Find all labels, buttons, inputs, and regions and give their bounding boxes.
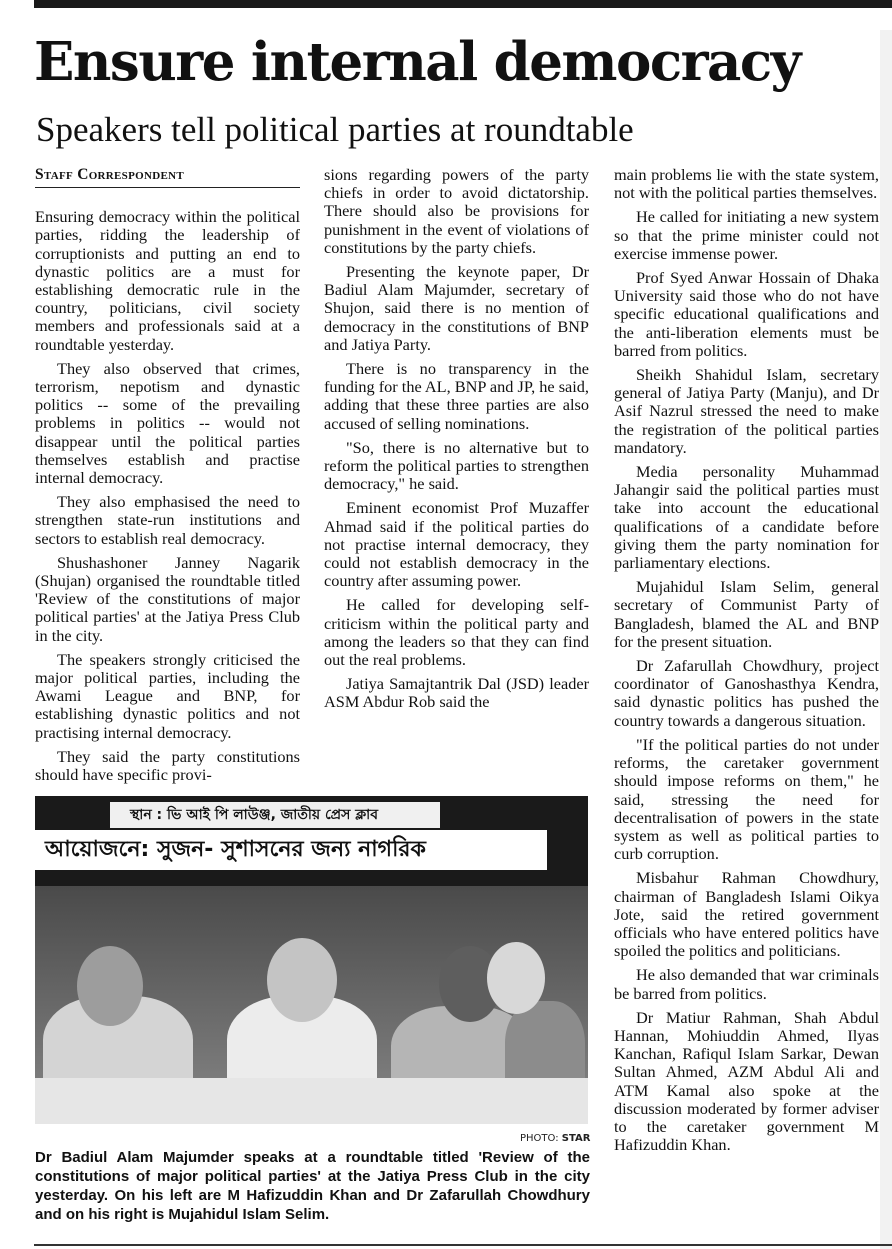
paragraph: Eminent economist Prof Muzaffer Ahmad said if the political parties do not practise internal democracy, they could not establish democracy in the country after assuming power. (324, 498, 589, 591)
photo-credit-source: STAR (561, 1133, 591, 1144)
photo-credit (520, 1133, 590, 1144)
paragraph: He called for developing self-criticism within the political party and among the leaders so that they can find out the real problems. (324, 595, 589, 670)
paragraph: Misbahur Rahman Chowdhury, chairman of Bangladesh Islami Oikya Jote, said the retired government officials who have entered politics have spoiled the politics and politicians. (614, 868, 879, 961)
speaker-head (267, 938, 337, 1022)
photo-caption: Dr Badiul Alam Majumder speaks at a roundtable titled 'Review of the constitutions of major political parties' at the Jatiya Press Club in the city yesterday. On his left are M Hafizuddin Khan and Dr Zafarullah Chowdhury and on his right is Mujahidul Islam Selim. (35, 1149, 590, 1223)
paragraph: They said the party constitutions should have specific provi- (35, 746, 300, 785)
paragraph: Prof Syed Anwar Hossain of Dhaka University said those who do not have specific educational qualifications and the anti-liberation elements must be barred from politics. (614, 268, 879, 360)
paragraph: "So, there is no alternative but to reform the political parties to strengthen democracy," he said. (324, 437, 589, 494)
article-column-3 (614, 166, 879, 1226)
photo-banner-venue: স্থান : ভি আই পি লাউঞ্জ, জাতীয় প্রেস ক্লাব (110, 802, 440, 828)
paragraph: The speakers strongly criticised the major political parties, including the Awami League and BNP, for establishing dynastic politics and not practising internal democracy. (35, 649, 300, 742)
article-column-2 (324, 166, 589, 782)
top-rule (34, 0, 892, 8)
paragraph: "If the political parties do not under reforms, the caretaker government should impose reforms on them," he said, stressing the need for decentralisation of powers in the state system as well as political parties to curb corruption. (614, 734, 879, 864)
paragraph: He also demanded that war criminals be barred from politics. (614, 965, 879, 1003)
speaker-head (77, 946, 143, 1026)
paragraph: Mujahidul Islam Selim, general secretary of Communist Party of Bangladesh, blamed the AL and BNP for the present situation. (614, 577, 879, 651)
paragraph: main problems lie with the state system, not with the political parties themselves. (614, 166, 879, 203)
article-column-1 (35, 166, 300, 786)
paragraph: Shushashoner Janney Nagarik (Shujan) organised the roundtable titled 'Review of the constitutions of major political parties' at the Jatiya Press Club in the city. (35, 552, 300, 645)
paragraph: Dr Matiur Rahman, Shah Abdul Hannan, Mohiuddin Ahmed, Ilyas Kanchan, Rafiqul Islam Sarkar, Dewan Sultan Ahmed, AZM Abdul Ali and ATM Kamal also spoke at the discussion moderated by former adviser to the caretaker government M Hafizuddin Khan. (614, 1007, 879, 1155)
paragraph: Media personality Muhammad Jahangir said the political parties must take into account the educational qualifications of a candidate before giving them the party nomination for parliamentary elections. (614, 462, 879, 573)
photo-banner-organiser: আয়োজনে: সুজন- সুশাসনের জন্য নাগরিক (35, 830, 547, 870)
paragraph: Dr Zafarullah Chowdhury, project coordinator of Ganoshasthya Kendra, said dynastic politics has pushed the country towards a dangerous situation. (614, 656, 879, 730)
photo-table (35, 1078, 588, 1124)
paragraph: Jatiya Samajtantrik Dal (JSD) leader ASM Abdur Rob said the (324, 674, 589, 712)
paragraph: Sheikh Shahidul Islam, secretary general of Jatiya Party (Manju), and Dr Asif Nazrul stressed the need to make the registration of the political parties mandatory. (614, 365, 879, 457)
news-photo (35, 796, 588, 1124)
paragraph: They also observed that crimes, terrorism, nepotism and dynastic politics -- some of the prevailing problems in politics -- would not disappear until the political parties themselves establish and practise internal democracy. (35, 358, 300, 488)
speaker-head (487, 942, 545, 1014)
paragraph: Presenting the keynote paper, Dr Badiul Alam Majumder, secretary of Shujon, said there is no mention of democracy in the constitutions of BNP and Jatiya Party. (324, 262, 589, 354)
paragraph: sions regarding powers of the party chiefs in order to avoid dictatorship. There should also be provisions for punishment in the event of violations of constitutions by the party chiefs. (324, 166, 589, 257)
byline: Staff Correspondent (35, 166, 300, 188)
headline: Ensure internal democracy (34, 31, 800, 93)
paragraph: They also emphasised the need to strengthen state-run institutions and sectors to establish real democracy. (35, 492, 300, 548)
subheadline: Speakers tell political parties at roundtable (36, 110, 634, 149)
page-edge (880, 30, 892, 1249)
paragraph: There is no transparency in the funding for the AL, BNP and JP, he said, adding that these three parties are also accused of selling nominations. (324, 359, 589, 433)
paragraph: He called for initiating a new system so that the prime minister could not exercise immense power. (614, 207, 879, 263)
bottom-rule (34, 1244, 892, 1246)
photo-credit-label: PHOTO: (520, 1133, 559, 1144)
paragraph: Ensuring democracy within the political parties, ridding the leadership of corruptionists and putting an end to dynastic politics are a must for establishing democratic rule in the country, politicians, civil society members and professionals said at a roundtable yesterday. (35, 207, 300, 354)
